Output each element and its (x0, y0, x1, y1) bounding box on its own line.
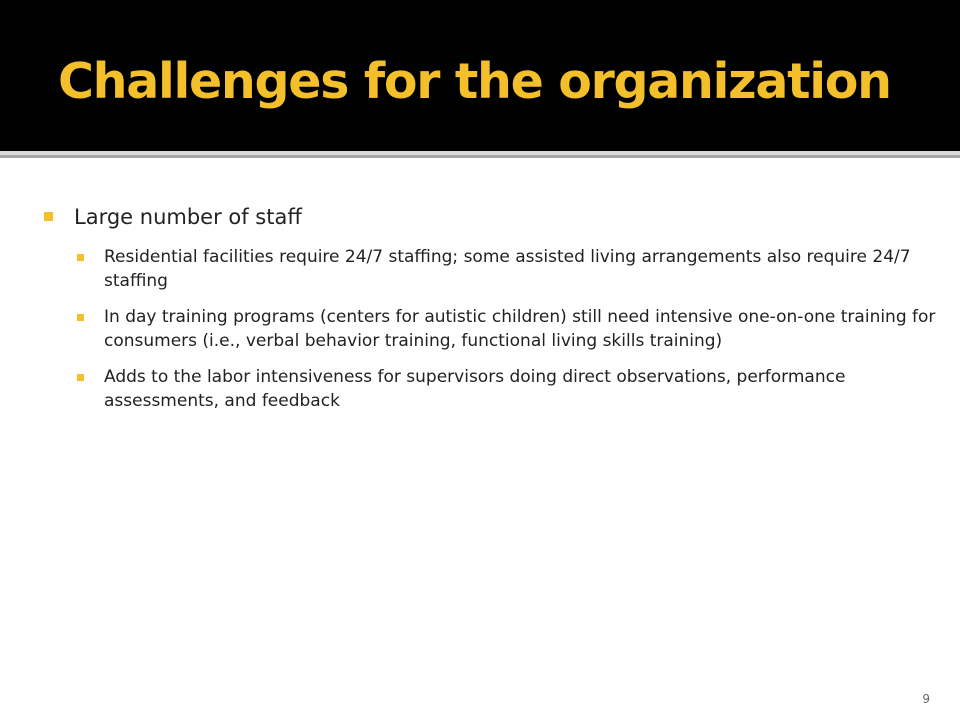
slide-title: Challenges for the organization (58, 53, 891, 110)
slide-content (44, 202, 944, 425)
bullet-item (44, 202, 944, 232)
sub-bullet-item (77, 245, 954, 293)
square-bullet-icon (44, 212, 53, 221)
bullet-text: Large number of staff (74, 205, 302, 229)
sub-bullet-text: Residential facilities require 24/7 staffing; some assisted living arrangements also require 24/7 staffing (104, 247, 911, 291)
page-number: 9 (922, 692, 930, 706)
sub-bullet-item (77, 365, 954, 413)
title-bar (0, 0, 960, 151)
sub-bullet-text: In day training programs (centers for autistic children) still need intensive one-on-one training for consumers (i.e., verbal behavior training, functional living skills training) (104, 307, 936, 351)
title-divider-shadow (0, 155, 960, 158)
sub-bullet-text: Adds to the labor intensiveness for supervisors doing direct observations, performance assessments, and feedback (104, 367, 846, 411)
sub-bullet-item (77, 305, 954, 353)
square-bullet-icon (77, 374, 84, 381)
square-bullet-icon (77, 254, 84, 261)
square-bullet-icon (77, 314, 84, 321)
